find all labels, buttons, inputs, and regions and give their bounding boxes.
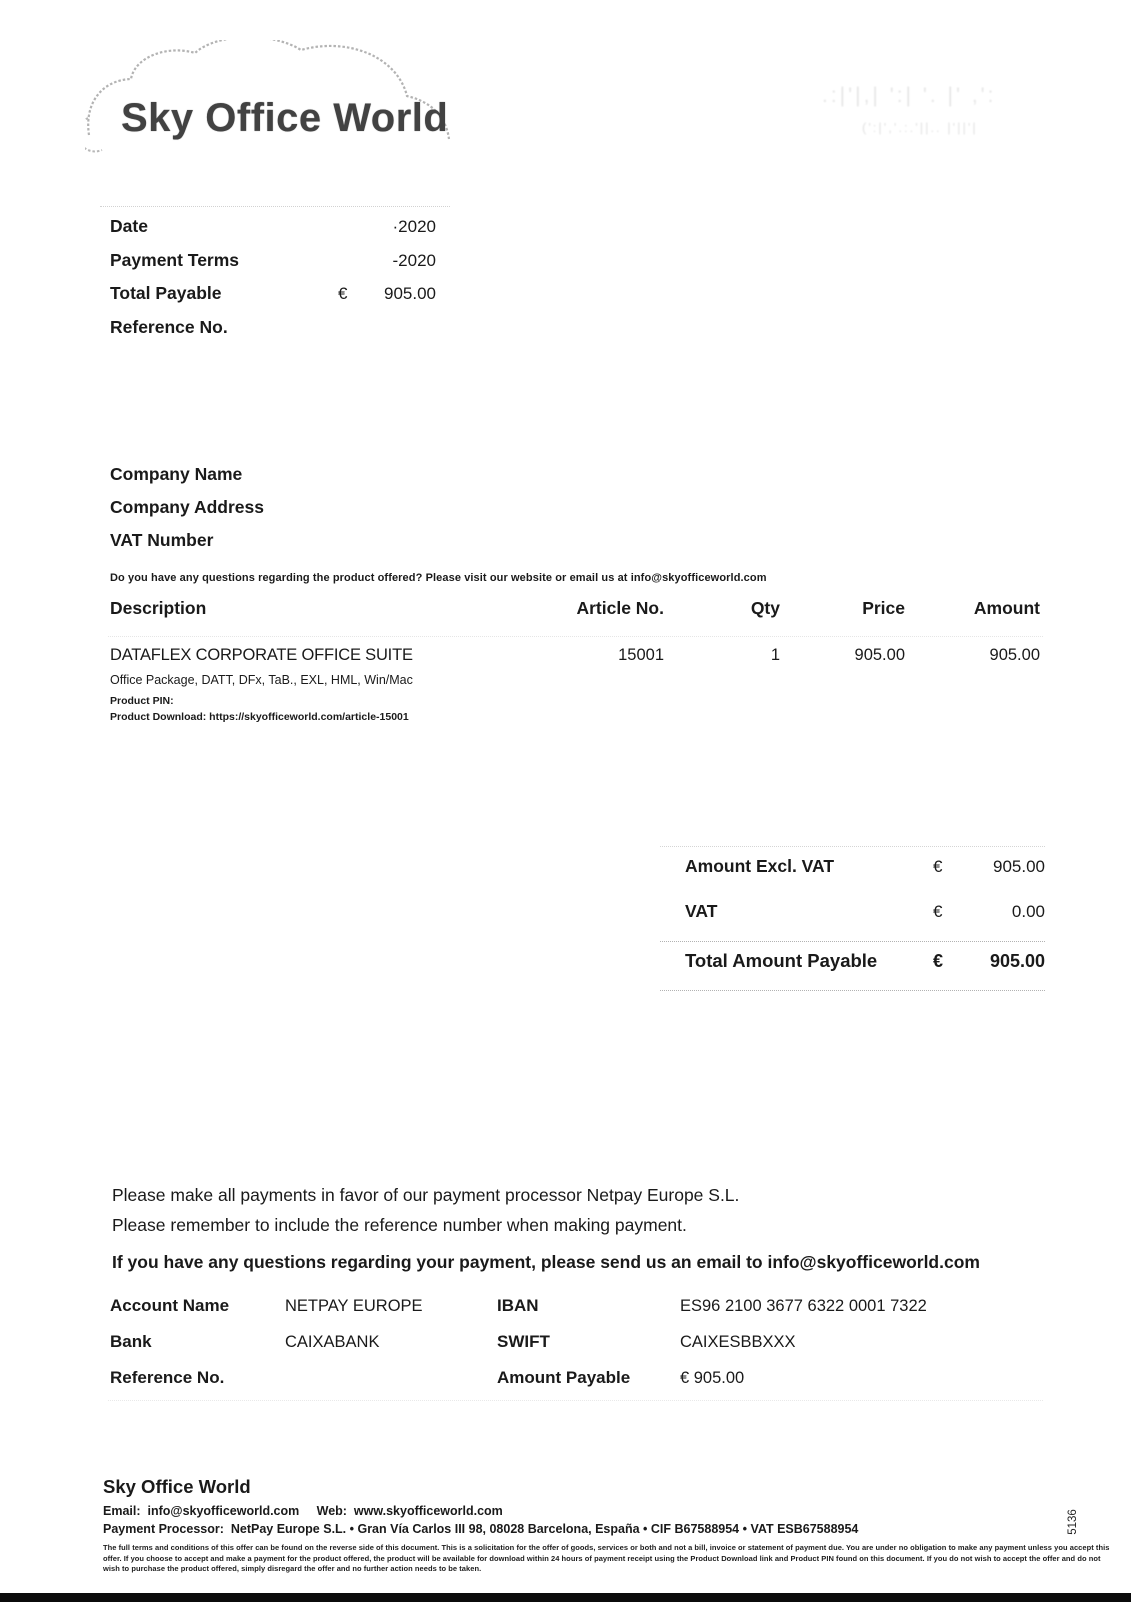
item-product-pin: Product PIN: <box>110 695 174 707</box>
items-table-header <box>0 598 1131 622</box>
customer-block <box>110 458 264 557</box>
totals-row-excl-vat <box>660 856 1045 882</box>
scan-black-bar <box>0 1593 1131 1602</box>
totals-row-vat <box>660 901 1045 927</box>
summary-row-payment-terms <box>110 246 436 280</box>
item-price: 905.00 <box>854 646 905 664</box>
totals-bottom-line <box>660 990 1045 991</box>
footer-company-name: Sky Office World <box>103 1476 251 1497</box>
payment-note-line-2: Please remember to include the reference number when making payment. <box>112 1215 687 1235</box>
summary-row-reference-no <box>110 313 436 347</box>
reference-no-label: Reference No. <box>110 316 228 337</box>
totals-block <box>660 840 1045 1000</box>
offer-summary <box>110 212 436 346</box>
amount-payable-label: Amount Payable <box>497 1368 631 1387</box>
header-qty: Qty <box>750 598 780 618</box>
item-download-link: Product Download: https://skyofficeworld.com/article-15001 <box>110 711 409 723</box>
footer-email-label: Email: <box>103 1504 141 1518</box>
serial-number: 5136 <box>1067 1509 1079 1535</box>
date-value: ·2020 <box>392 217 436 236</box>
iban-value: ES96 2100 3677 6322 0001 7322 <box>680 1297 927 1315</box>
terms-line-2: offer. If you choose to accept and make a payment for the product offered, the product will be available for download within 24 hours of payment receipt using the Product Download link and Product PIN found on this document. If you do not wish to accept the offer and do not <box>103 1553 1101 1563</box>
totals-separator <box>660 941 1045 942</box>
date-label: Date <box>110 216 148 236</box>
swift-label: SWIFT <box>497 1332 550 1351</box>
bank-row-account <box>0 1292 1131 1328</box>
bank-label: Bank <box>110 1332 152 1351</box>
bank-row-bank <box>0 1328 1131 1364</box>
payment-terms-label: Payment Terms <box>110 249 240 270</box>
total-payable-currency: € <box>338 284 348 303</box>
footer-email-value: info@skyofficeworld.com <box>147 1504 300 1518</box>
bank-row-reference <box>0 1364 1131 1400</box>
total-payable-label: Total Payable <box>110 283 222 303</box>
logo <box>85 40 480 160</box>
faint-stamp-line-1: .:|'|,| ':| '. |' ,': <box>822 84 997 107</box>
logo-text: Sky Office World <box>121 96 449 140</box>
bank-reference-no-label: Reference No. <box>110 1368 225 1387</box>
header-price: Price <box>862 598 905 618</box>
total-payable-value: 905.00 <box>384 284 436 303</box>
vat-number-placeholder: VAT Number <box>110 530 214 550</box>
totals-top-line <box>660 846 1045 847</box>
amount-excl-vat-label: Amount Excl. VAT <box>685 856 835 876</box>
terms-line-1: The full terms and conditions of this offer can be found on the reverse side of this document. This is a solicitation for the offer of goods, services or both and not a bill, invoice or statement of payment due. You are under no obligation to make any payment unless you accept this <box>103 1543 1110 1552</box>
bank-details <box>0 1292 1131 1400</box>
item-description: DATAFLEX CORPORATE OFFICE SUITE <box>110 646 413 664</box>
company-address-placeholder: Company Address <box>110 497 264 517</box>
swift-value: CAIXESBBXXX <box>680 1333 796 1351</box>
terms-line-3: wish to purchase the product offered, simply disregard the offer and no further action needs to be taken. <box>103 1564 482 1573</box>
item-amount: 905.00 <box>989 646 1040 664</box>
account-name-label: Account Name <box>110 1296 230 1315</box>
footer-processor-label: Payment Processor: <box>103 1522 224 1536</box>
vat-label: VAT <box>685 901 718 921</box>
account-name-value: NETPAY EUROPE <box>285 1297 423 1315</box>
header-article-no: Article No. <box>576 598 664 618</box>
iban-label: IBAN <box>497 1296 539 1315</box>
amount-excl-vat-currency: € <box>933 857 943 876</box>
payment-terms-value: -2020 <box>392 250 436 270</box>
footer-contact-line <box>103 1504 503 1518</box>
company-name-placeholder: Company Name <box>110 464 243 484</box>
header-description: Description <box>110 598 207 618</box>
vat-currency: € <box>933 902 943 921</box>
totals-row-total <box>660 950 1045 976</box>
header-amount: Amount <box>973 598 1040 618</box>
footer-web-value: www.skyofficeworld.com <box>353 1504 503 1518</box>
item-detail: Office Package, DATT, DFx, TaB., EXL, HML, Win/Mac <box>110 673 413 687</box>
bank-value: CAIXABANK <box>285 1333 380 1351</box>
total-amount-payable-label: Total Amount Payable <box>685 950 878 971</box>
footer-web-label: Web: <box>316 1504 347 1518</box>
footer-processor-line <box>103 1522 858 1536</box>
contact-note: Do you have any questions regarding the product offered? Please visit our website or email us at info@skyofficeworld.com <box>110 572 767 584</box>
footer-processor-value: NetPay Europe S.L. • Gran Vía Carlos III 98, 08028 Barcelona, España • CIF B67588954 • VAT ESB67588954 <box>230 1522 859 1536</box>
item-qty: 1 <box>770 646 780 664</box>
amount-payable-value: € 905.00 <box>680 1369 745 1387</box>
payment-note-line-3: If you have any questions regarding your payment, please send us an email to info@skyofficeworld.com <box>112 1252 980 1272</box>
payment-note-line-1: Please make all payments in favor of our payment processor Netpay Europe S.L. <box>112 1185 740 1205</box>
total-amount-payable-currency: € <box>933 951 944 971</box>
summary-row-total-payable <box>110 279 436 313</box>
total-amount-payable-value: 905.00 <box>989 951 1045 971</box>
amount-excl-vat-value: 905.00 <box>993 857 1045 876</box>
scan-artifact-line <box>100 206 450 207</box>
vat-value: 0.00 <box>1011 902 1045 921</box>
faint-stamp-line-2: (':|','.:.'||.. |'||'| <box>862 120 978 135</box>
item-article-no: 15001 <box>618 646 664 664</box>
table-row <box>0 646 1131 670</box>
bank-underline <box>108 1400 1043 1401</box>
summary-row-date <box>110 212 436 246</box>
header-underline <box>108 636 1043 637</box>
